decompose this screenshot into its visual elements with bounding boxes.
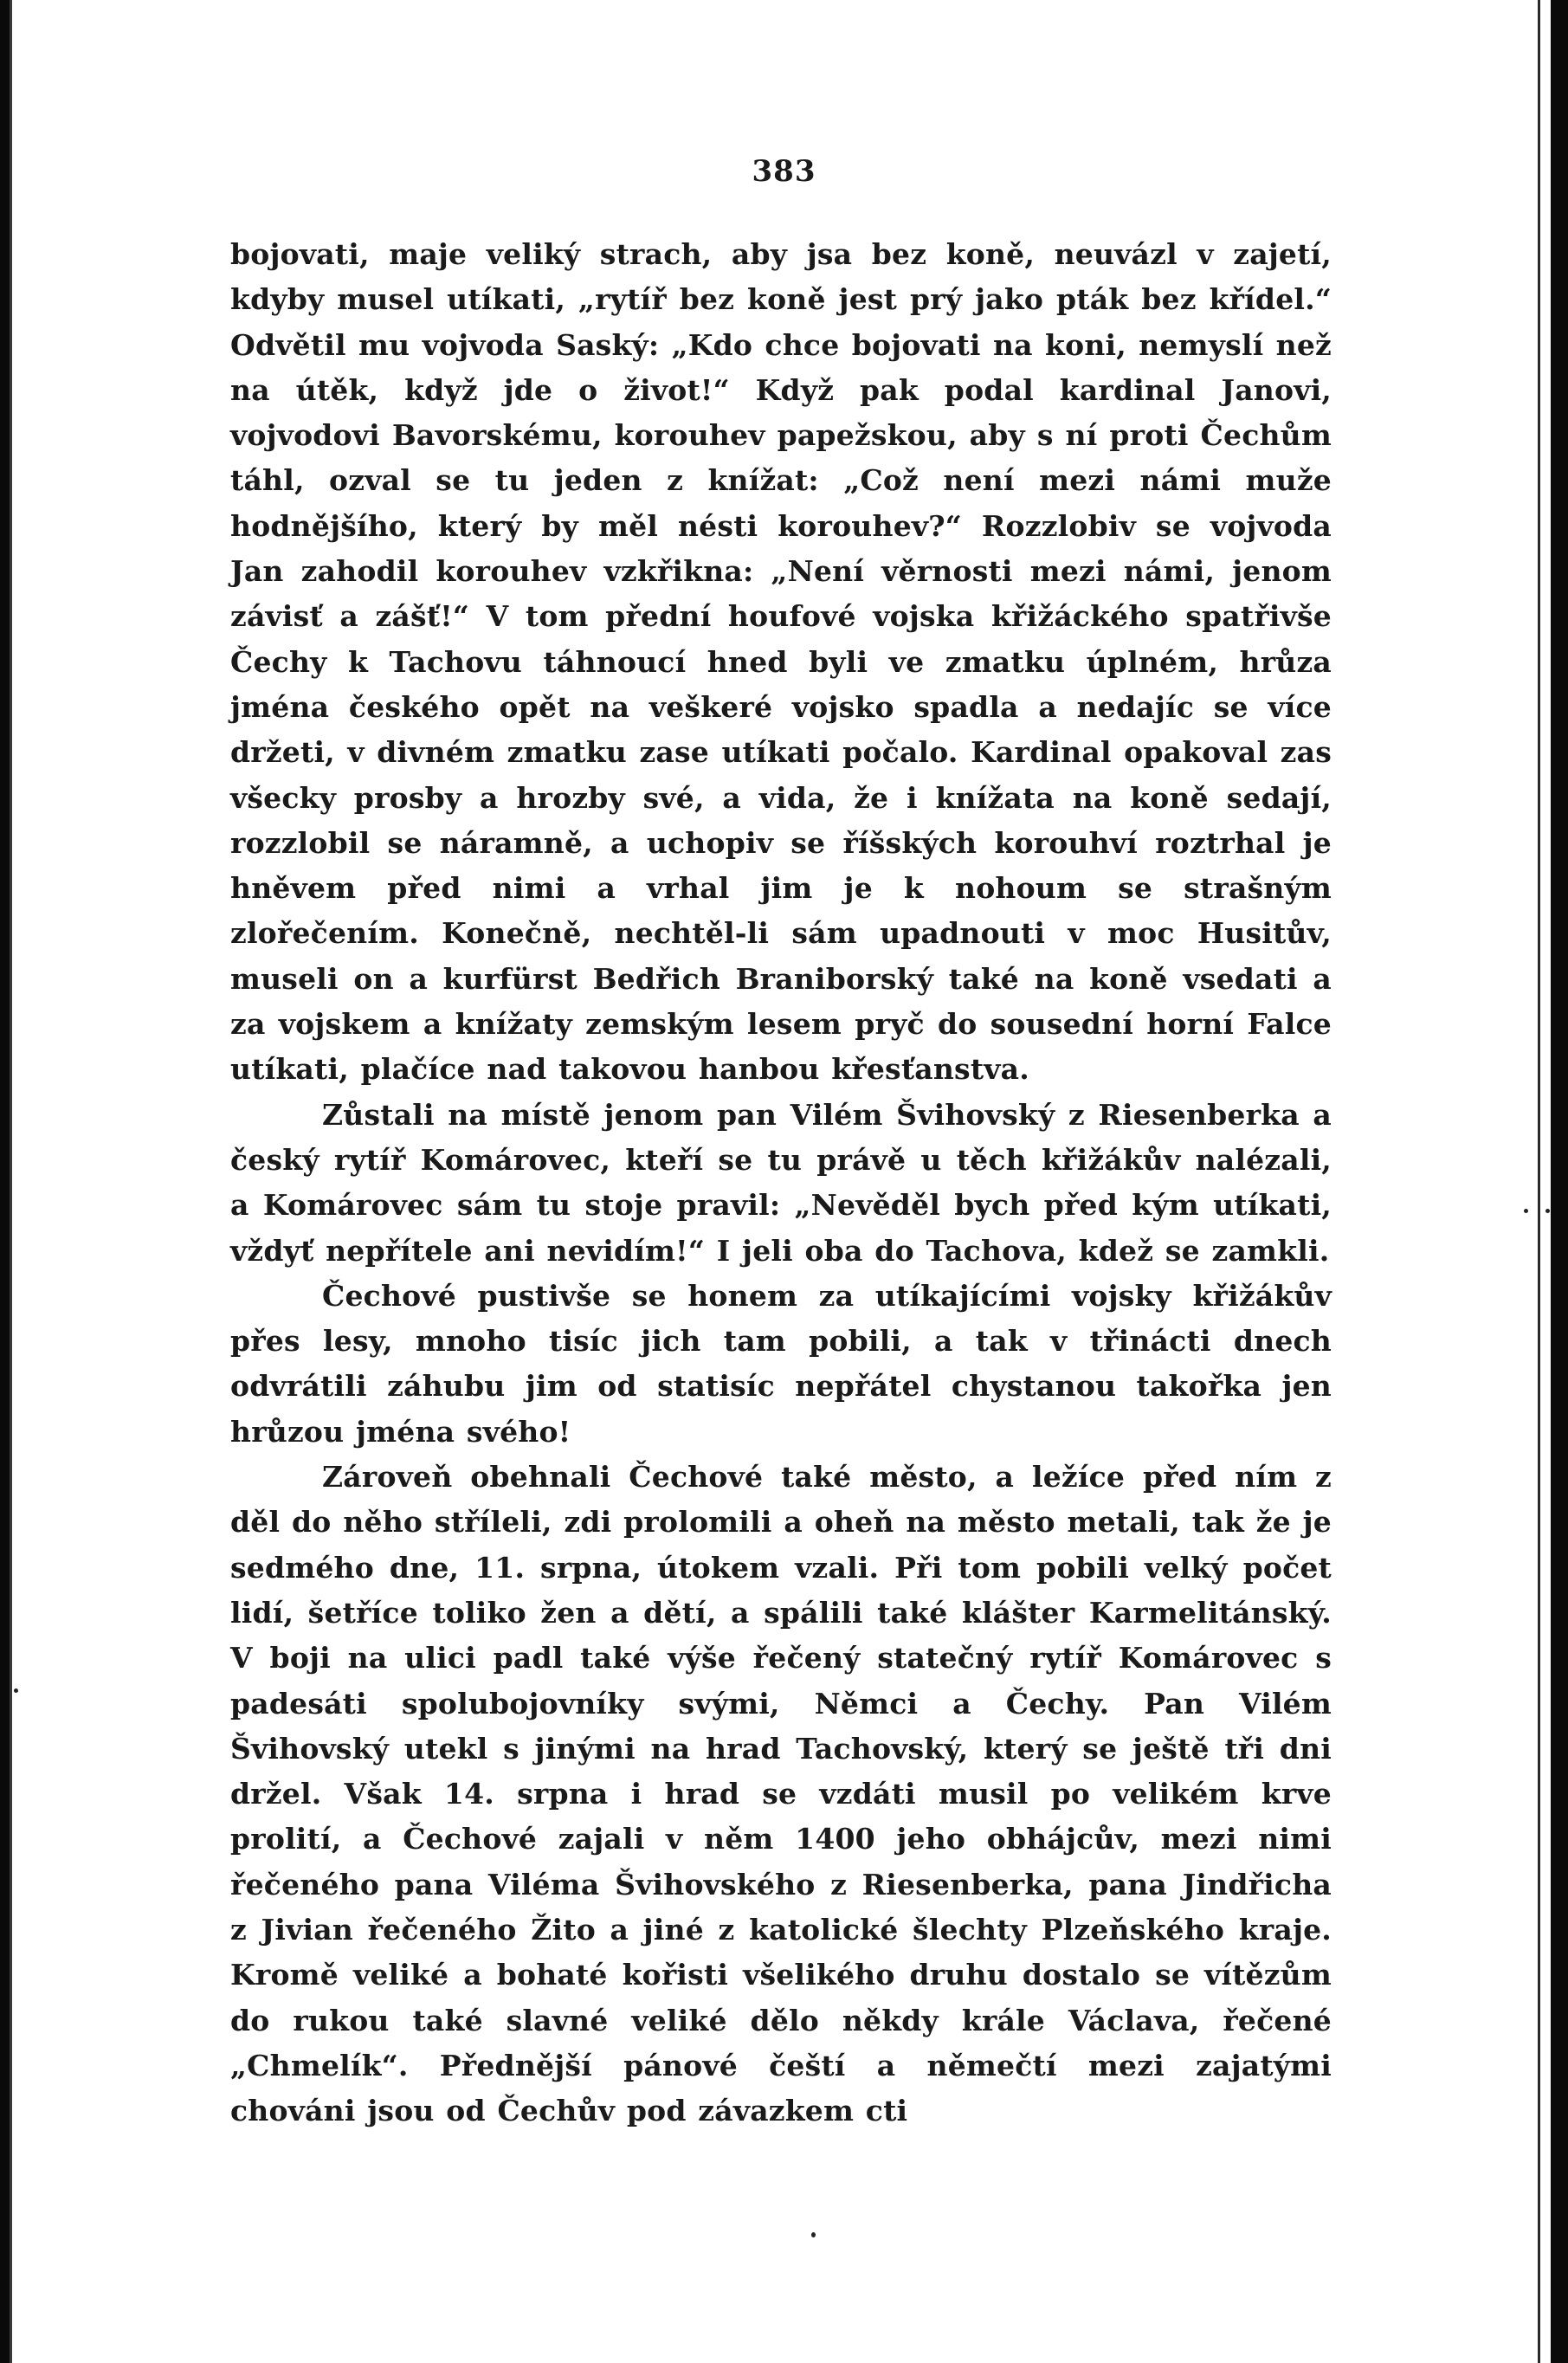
paragraph-zaroven: Zároveň obehnali Čechové také město, a ležíce před ním z děl do něho stříleli, zdi prolomili a oheň na město metali, tak že je sedmého dne, 11. srpna, útokem vzali. Při tom pobili velký počet lidí, šetříce toliko žen a dětí, a spálili také klášter Karmelitánský. V boji na ulici padl také výše řečený statečný rytíř Komárovec s padesáti spolubojovníky svými, Němci a Čechy. Pan Vilém Švihovský utekl s jinými na hrad Tachovský, který se ještě tři dni držel. Však 14. srpna i hrad se vzdáti musil po velikém krve prolití, a Čechové zajali v něm 1400 jeho obhájcův, mezi nimi řečeného pana Viléma Švihovského z Riesenberka, pana Jindřicha z Jivian řečeného Žito a jiné z katolické šlechty Plzeňského kraje. Kromě veliké a bohaté kořisti všelikého druhu dostalo se vítězům do rukou také slavné veliké dělo někdy krále Václava, řečené „Chmelík“. Přednější pánové čeští a němečtí mezi zajatými chováni jsou od Čechův pod závazkem cti <box>230 1460 1332 2128</box>
scan-speck <box>1524 1209 1528 1213</box>
scan-rule-right <box>1538 0 1540 2363</box>
page-number: 383 <box>752 154 816 189</box>
paragraph-continuation: bojovati, maje veliký strach, aby jsa bez koně, neuvázl v zajetí, kdyby musel utíkati, „rytíř bez koně jest prý jako pták bez křídel.“ Odvětil mu vojvoda Saský: „Kdo chce bojovati na koni, nemyslí než na útěk, když jde o život!“ Když pak podal kardinal Janovi, vojvodovi Bavorskému, korouhev papežskou, aby s ní proti Čechům táhl, ozval se tu jeden z knížat: „Což není mezi námi muže hodnějšího, který by měl nésti korouhev?“ Rozzlobiv se vojvoda Jan zahodil korouhev vzkřikna: „Není věrnosti mezi námi, jenom závisť a zášť!“ V tom přední houfové vojska křižáckého spatřivše Čechy k Tachovu táhnoucí hned byli ve zmatku úplném, hrůza jména českého opět na veškeré vojsko spadla a nedajíc se více držeti, v divném zmatku zase utíkati počalo. Kardinal opakoval zas všecky prosby a hrozby své, a vida, že i knížata na koně sedají, rozzlobil se náramně, a uchopiv se říšských korouhví roztrhal je hněvem před nimi a vrhal jim je k nohoum se strašným zlořečením. Konečně, nechtěl-li sám upadnouti v moc Husitův, museli on a kurfürst Bedřich Braniborský také na koně vsedati a za vojskem a knížaty zemským lesem pryč do sousední horní Falce utíkati, plačíce nad takovou hanbou křesťanstva. <box>230 237 1332 1087</box>
scan-border-right <box>1551 0 1568 2363</box>
paragraph-cechove-pustivse: Čechové pustivše se honem za utíkajícími vojsky křižákův přes lesy, mnoho tisíc jich tam pobili, a tak v třinácti dnech odvrátili záhubu jim od statisíc nepřátel chystanou takořka jen hrůzou jména svého! <box>230 1278 1332 1449</box>
scan-speck <box>811 2232 816 2237</box>
body-text <box>230 232 1332 2134</box>
scan-speck <box>1545 1209 1550 1213</box>
scan-border-left <box>0 0 10 2363</box>
scan-speck <box>14 1688 18 1693</box>
paragraph-zustali: Zůstali na místě jenom pan Vilém Švihovský z Riesenberka a český rytíř Komárovec, kteří se tu právě u těch křižákův nalézali, a Komárovec sám tu stoje pravil: „Nevěděl bych před kým utíkati, vždyť nepřítele ani nevidím!“ I jeli oba do Tachova, kdež se zamkli. <box>230 1097 1332 1268</box>
scan-rule-left <box>10 0 12 2363</box>
